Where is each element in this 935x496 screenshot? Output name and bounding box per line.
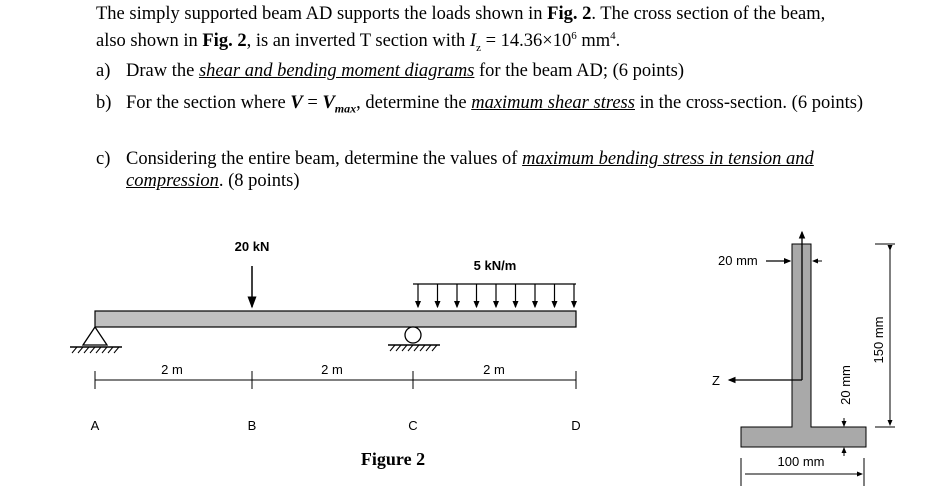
iz-symbol: I [469, 31, 477, 52]
iz-unit: mm [576, 31, 611, 52]
iz-unit-exp: 4 [610, 30, 616, 42]
question-emphasis: maximum shear stress [471, 93, 635, 113]
point-label-b: B [247, 418, 257, 433]
iz-value: = 14.36×10 [480, 31, 572, 52]
roller-support-icon [388, 327, 440, 351]
intro-text: , is an inverted T section with [246, 31, 470, 52]
iz-sub: z [476, 41, 481, 54]
iz-exp: 6 [571, 30, 577, 42]
question-text: Draw the [126, 61, 199, 81]
web-thickness-label: 20 mm [718, 253, 758, 268]
flange-width-label: 100 mm [777, 454, 825, 469]
question-text: in the cross-section. (6 points) [634, 93, 864, 113]
question-text: For the section where [126, 93, 291, 113]
question-label: a) [96, 61, 111, 81]
flange-thickness-label: 20 mm [838, 365, 853, 405]
point-label-c: C [408, 418, 418, 433]
distributed-load-icon [413, 284, 576, 307]
point-label-d: D [571, 418, 581, 433]
question-label: c) [96, 149, 111, 169]
v-symbol: V [290, 93, 303, 113]
question-text: Considering the entire beam, determine the values of [126, 149, 523, 169]
figure-caption: Figure 2 [360, 449, 426, 469]
question-label: b) [96, 93, 112, 113]
span-label-ab: 2 m [161, 362, 183, 377]
point-load-label: 20 kN [234, 239, 270, 254]
z-axis-label: Z [712, 373, 720, 388]
question-emphasis: shear and bending moment diagrams [198, 61, 475, 81]
span-label-cd: 2 m [483, 362, 505, 377]
intro-text: The simply supported beam AD supports the loads shown in [96, 4, 548, 24]
question-emphasis: maximum bending stress in tension and compression [126, 149, 814, 191]
height-label: 150 mm [871, 316, 886, 364]
t-cross-section [741, 244, 866, 447]
question-text: . (8 points) [218, 171, 300, 191]
intro-text: . The cross section of the beam, [591, 4, 826, 24]
fig-ref: Fig. 2 [547, 4, 592, 24]
question-text: for the beam AD; (6 points) [474, 61, 685, 81]
fig-ref: Fig. 2 [202, 31, 247, 52]
intro-text: . [615, 31, 621, 52]
beam [95, 311, 576, 327]
vmax-symbol: V [322, 93, 335, 113]
distributed-load-label: 5 kN/m [473, 258, 517, 273]
question-text: = [302, 93, 323, 113]
point-label-a: A [90, 418, 100, 433]
intro-text: also shown in [96, 31, 203, 52]
vmax-sub: max [334, 101, 357, 116]
pin-support-icon [70, 327, 122, 353]
span-label-bc: 2 m [321, 362, 343, 377]
question-text: , determine the [356, 93, 472, 113]
